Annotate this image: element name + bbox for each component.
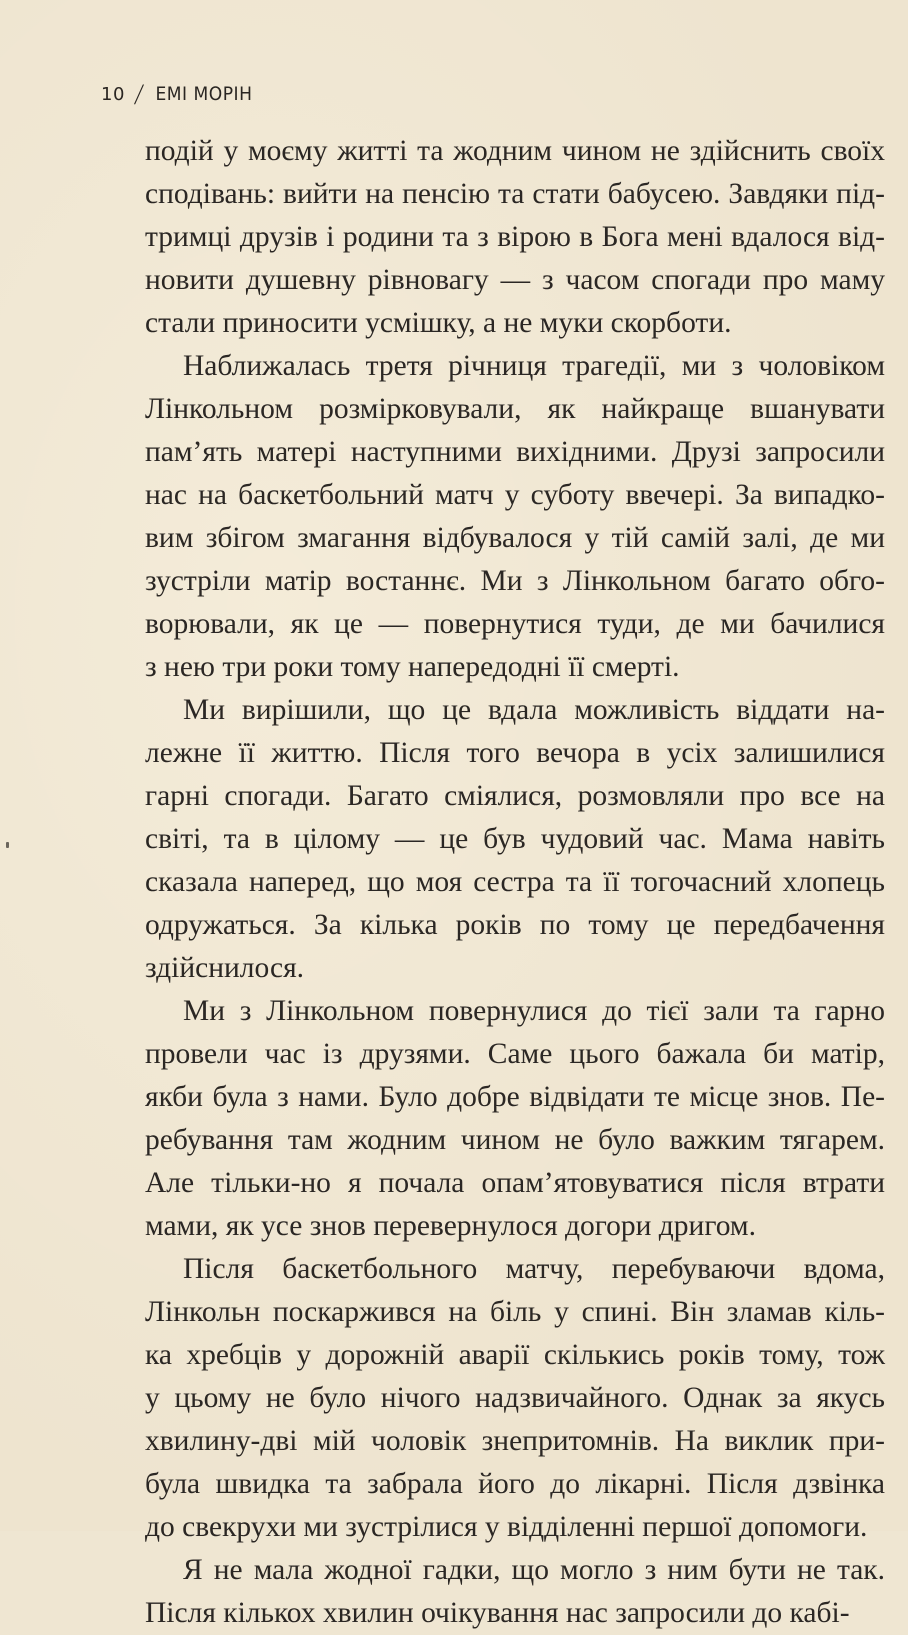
text-line: хвилину-дві мій чоловік знепритомнів. На виклик при- [145, 1425, 885, 1457]
running-head [101, 80, 252, 108]
text-line: Я не мала жодної гадки, що могло з ним бути не так. [183, 1554, 885, 1586]
text-line: тримці друзів і родини та з вірою в Бога мені вдалося від- [145, 221, 885, 253]
margin-mark [6, 842, 9, 848]
text-line: нас на баскетбольний матч у суботу ввечері. За випадко- [145, 479, 885, 511]
text-line: ворювали, як це — повернутися туди, де ми бачилися [145, 608, 885, 640]
text-line: одружаться. За кілька років по тому це передбачення [145, 909, 885, 941]
text-line: з нею три роки тому напередодні її смерті. [145, 651, 680, 683]
text-line: сказала наперед, що моя сестра та її тогочасний хлопець [145, 866, 885, 898]
text-line: до свекрухи ми зустрілися у відділенні першої допомоги. [145, 1511, 868, 1543]
author-name: ЕМІ МОРІН [155, 83, 253, 105]
paragraph [145, 689, 885, 990]
text-line: стали приносити усмішку, а не муки скорботи. [145, 307, 732, 339]
text-line: світі, та в цілому — це був чудовий час. Мама навіть [145, 823, 885, 855]
text-line: Лінкольном розмірковували, як найкраще вшанувати [145, 393, 885, 425]
text-line: зустріли матір востаннє. Ми з Лінкольном багато обго- [145, 565, 885, 597]
text-line: Наближалась третя річниця трагедії, ми з чоловіком [183, 350, 885, 382]
text-line: у цьому не було нічого надзвичайного. Однак за якусь [145, 1382, 885, 1414]
text-line: Після баскетбольного матчу, перебуваючи вдома, [183, 1253, 885, 1285]
text-line: Після кількох хвилин очікування нас запросили до кабі- [145, 1597, 850, 1629]
text-line: подій у моєму житті та жодним чином не здійснить своїх [145, 135, 885, 167]
page-number: 10 [101, 83, 125, 105]
text-line: ка хребців у дорожній аварії скількись років тому, тож [145, 1339, 885, 1371]
text-line: новити душевну рівновагу — з часом спогади про маму [145, 264, 885, 296]
text-line: Лінкольн поскаржився на біль у спині. Він зламав кіль- [145, 1296, 885, 1328]
text-line: Ми вирішили, що це вдала можливість віддати на- [183, 694, 885, 726]
text-line: якби була з нами. Було добре відвідати те місце знов. Пе- [145, 1081, 885, 1113]
body-text [145, 130, 885, 1635]
text-line: гарні спогади. Багато сміялися, розмовляли про все на [145, 780, 885, 812]
text-line: здійснилося. [145, 952, 305, 984]
text-line: пам’ять матері наступними вихідними. Друзі запросили [145, 436, 885, 468]
paragraph [145, 345, 885, 689]
text-line: Але тільки-но я почала опам’ятовуватися після втрати [145, 1167, 885, 1199]
text-line: провели час із друзями. Саме цього бажала би матір, [145, 1038, 885, 1070]
text-line: мами, як усе знов перевернулося догори дригом. [145, 1210, 756, 1242]
header-separator: / [132, 80, 146, 108]
text-line: сподівань: вийти на пенсію та стати бабусею. Завдяки під- [145, 178, 885, 210]
text-line: ребування там жодним чином не було важким тягарем. [145, 1124, 885, 1156]
text-line: вим збігом змагання відбувалося у тій самій залі, де ми [145, 522, 885, 554]
paragraph [145, 130, 885, 345]
paragraph [145, 1248, 885, 1549]
paragraph [145, 1549, 885, 1635]
text-line: Ми з Лінкольном повернулися до тієї зали та гарно [183, 995, 885, 1027]
paragraph [145, 990, 885, 1248]
text-line: лежне її життю. Після того вечора в усіх залишилися [145, 737, 885, 769]
text-line: була швидка та забрала його до лікарні. Після дзвінка [145, 1468, 885, 1500]
